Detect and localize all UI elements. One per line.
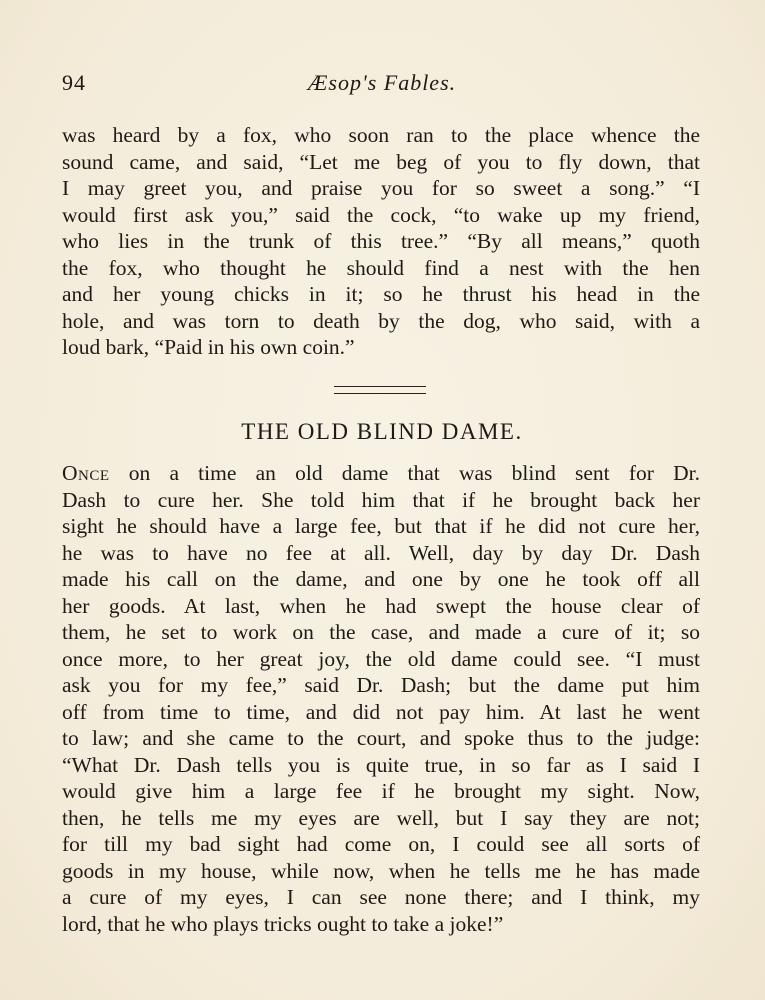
text-line: Dash to cure her. She told him that if he brought back her [62,487,700,512]
text-line: Once on a time an old dame that was blind sent for Dr. [62,461,700,485]
text-line: and her young chicks in it; so he thrust his head in the [62,282,700,306]
text-line: would first ask you,” said the cock, “to wake up my friend, [62,202,700,227]
running-title: Æsop's Fables. [307,70,457,95]
text-line: goods in my house, while now, when he tells me he has made [62,858,700,883]
text-line: off from time to time, and did not pay him. At last he went [62,699,700,724]
text-line: I may greet you, and praise you for so sweet a song.” “I [62,176,700,200]
text-line: “What Dr. Dash tells you is quite true, in so far as I said I [62,752,700,777]
text-line: sound came, and said, “Let me beg of you to fly down, that [62,149,700,174]
drop-word: Once [62,461,110,485]
text-line: lord, that he who plays tricks ought to take a joke!” [62,911,504,936]
text-line: would give him a large fee if he brought my sight. Now, [62,779,700,803]
page-header [62,70,702,104]
text-line: ask you for my fee,” said Dr. Dash; but the dame put him [62,673,700,697]
text-line: her goods. At last, when he had swept the house clear of [62,593,700,618]
text-line: the fox, who thought he should find a nest with the hen [62,255,700,280]
text-line: a cure of my eyes, I can see none there; and I think, my [62,885,700,909]
page-number: 94 [62,70,86,95]
text-line: loud bark, “Paid in his own coin.” [62,335,355,359]
text-line: to law; and she came to the court, and spoke thus to the judge: [62,726,700,750]
continuation-paragraph [62,122,700,361]
text-line: then, he tells me my eyes are well, but I say they are not; [62,805,700,830]
text-line: them, he set to work on the case, and made a cure of it; so [62,620,700,644]
section-divider [334,386,426,394]
text-line: he was to have no fee at all. Well, day by day Dr. Dash [62,540,700,565]
text-line: hole, and was torn to death by the dog, who said, with a [62,308,700,333]
text-line: once more, to her great joy, the old dame could see. “I must [62,646,700,671]
text-line: made his call on the dame, and one by one he took off all [62,567,700,591]
text-line: was heard by a fox, who soon ran to the place whence the [62,123,700,147]
text-line: who lies in the trunk of this tree.” “By all means,” quoth [62,229,700,253]
text-line: for till my bad sight had come on, I could see all sorts of [62,832,700,856]
fable-title: THE OLD BLIND DAME. [241,419,523,444]
fable-paragraph [62,460,700,937]
text-line: sight he should have a large fee, but that if he did not cure her, [62,514,700,538]
